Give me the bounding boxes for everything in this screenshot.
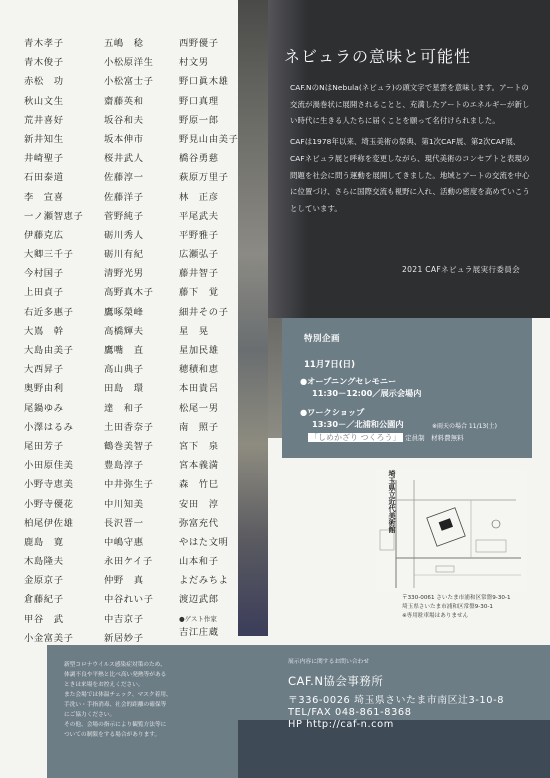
covid-notice <box>64 660 234 740</box>
event-date: 11月7日(日) <box>304 360 356 370</box>
artist-name: 木島隆夫 <box>24 556 64 568</box>
notice-line: にご協力ください。 <box>64 712 116 718</box>
artist-name: 平野雅子 <box>179 229 219 241</box>
photo-strip <box>238 0 268 636</box>
notice-line: ときは来場をお控えください。 <box>64 682 144 688</box>
artist-name: 大島由美子 <box>24 345 74 356</box>
artist-name: 桜井武人 <box>104 153 144 165</box>
artist-name: 渡辺武郎 <box>179 594 219 606</box>
artist-name: 五嶋 稔 <box>104 38 144 49</box>
artist-name: 赤松 功 <box>24 76 64 88</box>
artist-name: 李 宣喜 <box>24 191 64 203</box>
artist-name: 右近多惠子 <box>24 306 74 318</box>
artist-name: 宮下 泉 <box>179 440 219 452</box>
artist-name: 清野光男 <box>104 268 144 280</box>
artist-name: 西野優子 <box>179 38 219 49</box>
intro-paragraph-1: CAF.NのNはNebula(ネビュラ)の頭文字で星雲を意味します。アートの交流が渦巻状に展開されることと、充満したアートのエネルギーが新しい時代に生きる人たちに届くことを願って名付けられました。 <box>290 83 530 126</box>
artist-name: 宮本義満 <box>179 460 219 472</box>
artist-name: 小澤はるみ <box>24 421 74 433</box>
contact-name: CAF.N協会事務所 <box>288 674 384 688</box>
opening-time: 11:30－12:00／展示会場内 <box>312 388 422 398</box>
artist-name: 野原一郎 <box>179 114 219 126</box>
artist-column-1 <box>24 34 83 648</box>
notice-line: また会場では体温チェック、マスク着用、 <box>64 692 172 698</box>
artist-name: 小野寺恵美 <box>24 479 74 491</box>
notice-line: 手洗い・手指消毒、社会的距離の確保等 <box>64 702 167 708</box>
artist-name: 大西昇子 <box>24 364 64 376</box>
artist-name: 藤下 覚 <box>179 287 219 299</box>
artist-name: 野口真理 <box>179 95 219 107</box>
contact-homepage-link[interactable]: HP http://caf-n.com <box>288 719 394 730</box>
artist-name: 鹿島 寛 <box>24 536 64 548</box>
artist-name: 伊藤克広 <box>24 229 64 241</box>
notice-line: 新型コロナウイルス感染症対策のため、 <box>64 662 166 668</box>
artist-name: 上田貞子 <box>24 287 64 299</box>
artist-name: 甲谷 武 <box>24 613 64 625</box>
artist-name: 奥野由利 <box>24 383 64 395</box>
artist-name: 野見山由美子 <box>179 133 239 145</box>
artist-name: 弥富充代 <box>179 517 219 529</box>
artist-name: 荒井喜好 <box>24 114 64 126</box>
guest-artist-name: 吉江庄蔵 <box>179 626 219 638</box>
notice-line: ついての制限をする場合があります。 <box>64 732 161 738</box>
artist-name: 星 晃 <box>179 325 209 337</box>
contact-label: 展示内容に関するお問い合わせ <box>288 659 370 665</box>
artist-name: 中谷れい子 <box>104 594 154 606</box>
artist-column-2 <box>104 34 154 648</box>
special-event-panel <box>282 318 532 458</box>
artist-name: 今村国子 <box>24 268 64 280</box>
contact-address: 〒336-0026 埼玉県さいたま市南区辻3-10-8 <box>288 695 505 706</box>
artist-name: 橋谷勇慈 <box>179 153 219 165</box>
artist-name: 萩原万里子 <box>179 172 229 184</box>
artist-name: 村文男 <box>179 57 209 69</box>
artist-name: 坂本伸市 <box>104 133 144 145</box>
artist-name: 星加民雄 <box>179 345 219 356</box>
map-drawing <box>376 470 526 592</box>
artist-name: 豊島淳子 <box>104 460 144 472</box>
artist-name: 尾鍋ゆみ <box>24 402 64 414</box>
artist-name: 広瀬弘子 <box>179 249 219 261</box>
artist-name: 永田ケイ子 <box>104 556 153 568</box>
artist-name: 佐藤淳一 <box>104 172 144 184</box>
intro-headline: ネビュラの意味と可能性 <box>284 47 472 66</box>
artist-name: 小田原佳美 <box>24 460 74 472</box>
artist-name: 坂谷和夫 <box>104 114 144 126</box>
museum-label: 埼玉県立近代美術館 <box>388 470 396 533</box>
guest-artist-label: ●ゲスト作家 <box>179 614 217 623</box>
artist-name: 平尾武夫 <box>179 210 219 222</box>
artist-name: 高山典子 <box>104 364 144 376</box>
artist-name: 金原京子 <box>24 575 64 587</box>
artist-name: 野口眞木雄 <box>179 76 229 88</box>
artist-name: 小金富美子 <box>24 632 74 644</box>
intro-signature: 2021 CAFネビュラ展実行委員会 <box>402 265 520 274</box>
artist-name: 石田泰道 <box>24 172 64 184</box>
artist-name: 尾田芳子 <box>24 440 64 452</box>
contact-block <box>288 656 504 730</box>
artist-name: 仲野 真 <box>104 575 144 587</box>
map-caption-line: 〒330-0061 さいたま市浦和区常盤9-30-1 <box>402 595 511 601</box>
workshop-name: 「しめかざり つくろう」 <box>310 433 401 442</box>
artist-name: 鷹啄榮峰 <box>104 306 144 318</box>
intro-body <box>290 80 530 218</box>
artist-name: 林 正彦 <box>179 191 219 203</box>
artist-name: 土田香奈子 <box>104 421 154 433</box>
artist-name: 田島 環 <box>104 383 144 395</box>
artist-name: 中井弥生子 <box>104 479 154 491</box>
artist-name: 達 和子 <box>104 402 144 414</box>
artist-name: 砺川有紀 <box>104 249 144 261</box>
artist-name: 砺川秀人 <box>104 229 144 241</box>
artist-name: 高野真木子 <box>104 287 154 299</box>
artist-name: 安田 淳 <box>179 498 219 510</box>
artist-name: 高橋輝夫 <box>104 325 144 337</box>
artist-name: 青木孝子 <box>24 38 64 49</box>
artist-name: 本田貴呂 <box>179 383 219 395</box>
artist-name: 一ノ瀬智恵子 <box>24 210 84 222</box>
access-map <box>376 470 526 592</box>
artist-column-3 <box>179 34 238 642</box>
artist-name: 井崎聖子 <box>24 153 64 165</box>
workshop-title: ●ワークショップ <box>300 407 365 417</box>
notice-line: 体調不良や平熱と比べ高い発熱等がある <box>64 672 167 678</box>
artist-name-list <box>24 34 250 644</box>
artist-name: 秋山文生 <box>24 95 64 107</box>
map-caption-line: ※専用駐車場はありません <box>402 613 469 619</box>
artist-name: 青木俊子 <box>24 57 64 69</box>
artist-name: 中嶋守惠 <box>104 536 144 548</box>
map-caption-line: 埼玉県さいたま市浦和区常盤9-30-1 <box>402 604 493 610</box>
artist-name: 菅野純子 <box>104 210 144 222</box>
intro-paragraph-2: CAFは1978年以来、埼玉美術の祭典、第1次CAF展、第2次CAF展、CAFネビュラ展と呼称を変更しながら、現代美術のコンセプトと表現の問題を社会に問う運動を展開してきました。地域とアートの交流を中心に位置づけ、さらに国際交流も視野に入れ、活動の密度を高めていこうとしています。 <box>290 137 530 213</box>
artist-name: 大嶌 幹 <box>24 325 64 337</box>
artist-name: 穂積和恵 <box>179 364 219 376</box>
artist-name: やはた文明 <box>179 536 229 548</box>
artist-name: 新井知生 <box>24 133 64 145</box>
artist-name: 小松原洋生 <box>104 57 154 69</box>
workshop-extra: 定員制 材料費無料 <box>405 434 464 442</box>
workshop-name-row <box>308 432 464 443</box>
contact-tel: TEL/FAX 048-861-8368 <box>288 707 412 718</box>
artist-name: 佐藤洋子 <box>104 191 144 203</box>
artist-name: 中吉京子 <box>104 613 144 625</box>
artist-name: 中川知美 <box>104 498 144 510</box>
artist-name: 藤井智子 <box>179 268 219 280</box>
artist-name: 南 照子 <box>179 421 219 433</box>
artist-name: 新居妙子 <box>104 632 144 644</box>
artist-name: 鷹嘴 直 <box>104 345 144 356</box>
event-tag: 特別企画 <box>304 334 341 344</box>
artist-name: 柏尾伊佐雄 <box>24 517 74 529</box>
artist-name: 大卿三千子 <box>24 249 74 261</box>
artist-name: 倉藤紀子 <box>24 594 64 606</box>
artist-name: 齋藤英和 <box>104 95 144 107</box>
artist-name: 小野寺優花 <box>24 498 74 510</box>
rain-note: ※雨天の場合 11/13(土) <box>432 423 497 430</box>
artist-name: 山本和子 <box>179 556 219 568</box>
artist-name: 森 竹巳 <box>179 479 219 491</box>
artist-name: 鶴巻美智子 <box>104 440 154 452</box>
map-caption <box>402 594 542 621</box>
artist-name: 長沢晋一 <box>104 517 144 529</box>
artist-name: 小松富士子 <box>104 76 154 88</box>
notice-line: その他、会場の指示により観覧方法等に <box>64 722 167 728</box>
artist-name: 松尾一男 <box>179 402 219 414</box>
opening-title: ●オープニングセレモニー <box>300 376 397 386</box>
workshop-time: 13:30－／北浦和公園内 <box>312 419 404 429</box>
artist-name: よだみちよ <box>179 575 229 587</box>
artist-name: 細井その子 <box>179 306 229 318</box>
